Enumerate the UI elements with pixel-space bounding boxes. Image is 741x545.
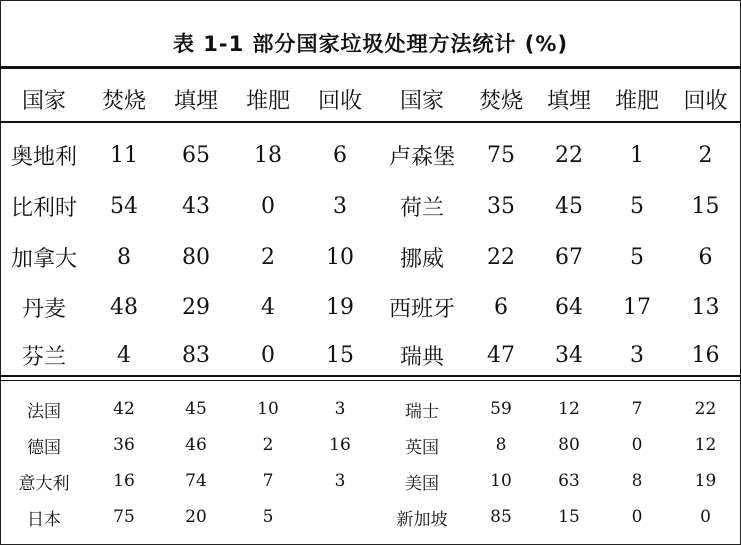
country-cell: 芬兰 <box>21 344 66 370</box>
country-cell: 法国 <box>27 401 61 422</box>
value-cell: 18 <box>254 142 282 168</box>
value-cell: 67 <box>555 244 583 270</box>
table-row <box>0 186 741 226</box>
value-cell: 16 <box>329 435 351 455</box>
value-cell: 15 <box>691 193 720 219</box>
table-row <box>0 497 741 537</box>
value-cell: 16 <box>113 471 135 491</box>
value-cell: 80 <box>182 244 210 270</box>
value-cell: 34 <box>555 342 583 368</box>
value-cell: 17 <box>623 294 651 320</box>
value-cell: 83 <box>182 342 210 368</box>
value-cell: 63 <box>558 471 580 491</box>
country-cell: 瑞士 <box>405 401 439 422</box>
country-cell: 德国 <box>27 437 61 458</box>
value-cell: 65 <box>182 142 210 168</box>
value-cell: 11 <box>110 142 138 168</box>
value-cell: 36 <box>113 435 135 455</box>
country-cell: 新加坡 <box>396 509 448 530</box>
value-cell: 10 <box>257 399 279 419</box>
value-cell: 74 <box>185 471 207 491</box>
value-cell: 5 <box>630 244 644 270</box>
value-cell: 45 <box>555 193 583 219</box>
value-cell: 75 <box>487 142 515 168</box>
value-cell: 64 <box>555 294 583 320</box>
value-cell: 20 <box>185 507 207 527</box>
country-cell: 加拿大 <box>10 246 77 272</box>
value-cell: 0 <box>261 342 275 368</box>
table-row <box>0 461 741 501</box>
value-cell: 5 <box>262 507 274 527</box>
table-row <box>0 135 741 175</box>
country-cell: 英国 <box>405 437 439 458</box>
header-rule <box>0 121 741 123</box>
value-cell: 46 <box>185 435 207 455</box>
value-cell: 13 <box>691 294 720 320</box>
value-cell: 8 <box>495 435 507 455</box>
table-row <box>0 237 741 277</box>
value-cell: 3 <box>334 471 346 491</box>
value-cell: 10 <box>490 471 512 491</box>
value-cell: 2 <box>262 435 274 455</box>
value-cell: 0 <box>261 193 275 219</box>
value-cell: 47 <box>487 342 515 368</box>
value-cell: 75 <box>113 507 135 527</box>
value-cell: 4 <box>117 342 131 368</box>
country-cell: 比利时 <box>10 195 77 221</box>
value-cell: 4 <box>261 294 275 320</box>
value-cell: 0 <box>631 507 643 527</box>
value-cell: 43 <box>182 193 210 219</box>
value-cell: 6 <box>494 294 508 320</box>
country-cell: 丹麦 <box>21 296 66 322</box>
value-cell: 8 <box>117 244 131 270</box>
value-cell: 3 <box>630 342 644 368</box>
value-cell: 15 <box>558 507 580 527</box>
table-row <box>0 425 741 465</box>
value-cell: 85 <box>490 507 512 527</box>
value-cell: 0 <box>631 435 643 455</box>
header-cell: 焚烧 <box>101 88 146 114</box>
value-cell: 22 <box>694 399 717 419</box>
table-row <box>0 287 741 327</box>
section-rule-thin <box>0 380 741 381</box>
value-cell: 15 <box>326 342 354 368</box>
value-cell: 35 <box>487 193 515 219</box>
table-title: 表 1-1 部分国家垃圾处理方法统计 (%) <box>172 32 569 56</box>
country-cell: 意大利 <box>18 473 70 494</box>
header-cell: 堆肥 <box>614 88 659 114</box>
section-rule <box>0 375 741 377</box>
value-cell: 22 <box>555 142 583 168</box>
value-cell: 10 <box>326 244 354 270</box>
value-cell: 12 <box>558 399 580 419</box>
value-cell: 42 <box>113 399 135 419</box>
value-cell: 59 <box>490 399 512 419</box>
value-cell: 54 <box>110 193 138 219</box>
value-cell: 19 <box>326 294 354 320</box>
header-cell: 堆肥 <box>245 88 290 114</box>
value-cell: 2 <box>698 142 713 168</box>
value-cell: 22 <box>487 244 515 270</box>
header-cell: 国家 <box>399 88 444 114</box>
top-rule <box>0 66 741 69</box>
header-cell: 国家 <box>21 88 66 114</box>
header-cell: 焚烧 <box>478 88 523 114</box>
country-cell: 瑞典 <box>399 344 444 370</box>
value-cell: 7 <box>631 399 643 419</box>
value-cell: 3 <box>333 193 347 219</box>
table-row <box>0 389 741 429</box>
header-cell: 回收 <box>683 88 728 114</box>
value-cell: 48 <box>110 294 138 320</box>
country-cell: 挪威 <box>399 246 444 272</box>
value-cell: 6 <box>698 244 713 270</box>
country-cell: 卢森堡 <box>388 144 455 170</box>
header-cell: 填埋 <box>173 88 218 114</box>
value-cell: 3 <box>334 399 346 419</box>
value-cell: 8 <box>631 471 643 491</box>
country-cell: 美国 <box>405 473 439 494</box>
value-cell: 1 <box>630 142 644 168</box>
value-cell: 7 <box>262 471 274 491</box>
value-cell: 19 <box>694 471 717 491</box>
header-cell: 回收 <box>317 88 362 114</box>
value-cell: 0 <box>700 507 711 527</box>
value-cell: 80 <box>558 435 580 455</box>
value-cell: 12 <box>694 435 717 455</box>
country-cell: 奥地利 <box>10 144 77 170</box>
country-cell: 荷兰 <box>399 195 444 221</box>
table-row <box>0 335 741 375</box>
value-cell: 6 <box>333 142 347 168</box>
value-cell: 16 <box>691 342 720 368</box>
country-cell: 日本 <box>27 509 61 530</box>
header-row <box>0 79 741 119</box>
value-cell: 45 <box>185 399 207 419</box>
header-cell: 填埋 <box>546 88 591 114</box>
value-cell: 2 <box>261 244 275 270</box>
value-cell: 5 <box>630 193 644 219</box>
value-cell: 29 <box>182 294 210 320</box>
country-cell: 西班牙 <box>388 296 455 322</box>
